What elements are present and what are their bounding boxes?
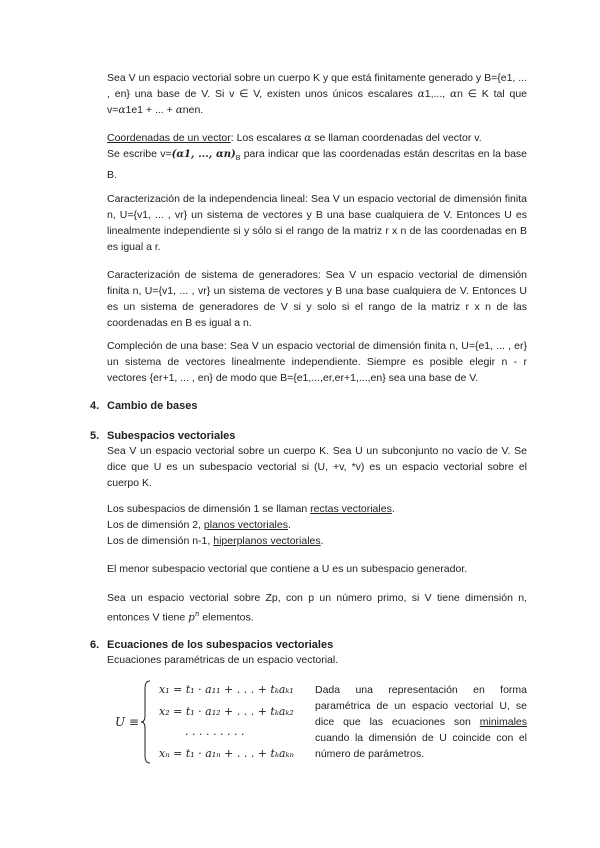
paragraph-subspace-definition — [107, 443, 527, 491]
text-block: Caracterización de la independencia lineal: Sea V un espacio vectorial de dimensión finita n, U={v1, ... , vr} un sistema de vectores y B una base cualquiera de V. Entonces U es linealmente independiente si y sólo si el rango de la matriz r x n de las coordenadas en B es igual a r. — [107, 193, 527, 253]
text-block: El menor subespacio vectorial que contiene a U es un subespacio generador. — [107, 563, 468, 575]
text-span: cuando la dimensión de U coincide con el número de parámetros. — [315, 732, 527, 760]
alpha-symbol: α — [304, 132, 312, 144]
paragraph-finite-field — [107, 590, 527, 626]
section-title: Cambio de bases — [107, 400, 198, 412]
text-span: 1,..., — [424, 88, 450, 100]
text-block: Compleción de una base: Sea V un espacio vectorial de dimensión finita n, U={e1, ... , er} un sistema de vectores linealmente independiente. Siempre es posible elegir n - r vectores {er+1, ... , en} de modo que B={e1,...,er,er+1,...,en} sea una base de V. — [107, 340, 527, 384]
heading-section-5 — [90, 428, 235, 444]
text-span: Sea V un espacio vectorial sobre un cuerpo K y que está finitamente generado y B={e1, ... , en} una base de V. Si v ∈ V, existen unos únicos escalares — [107, 72, 527, 100]
text-block: Caracterización de sistema de generadores: Sea V un espacio vectorial de dimensión finita n, U={v1, ... , vr} un sistema de vectores y B una base cualquiera de V. Entonces U es un sistema de generadores de V si y solo si el rango de la matriz r x n de las coordenadas en B es igual a n. — [107, 269, 527, 329]
text-span: nen. — [182, 104, 204, 116]
text-span: . — [320, 535, 324, 547]
alpha-symbol: α — [175, 104, 183, 116]
left-brace-icon — [141, 680, 151, 764]
text-block: Sea V un espacio vectorial sobre un cuerpo K. Sea U un subconjunto no vacío de V. Se dice que U es un subespacio vectorial si (U, +v, *v) es un espacio vectorial sobre el cuerpo K. — [107, 445, 527, 489]
parametric-equations — [115, 678, 305, 768]
text-span: Los de dimensión 2, — [107, 519, 204, 531]
text-span: Los de dimensión n-1, — [107, 535, 214, 547]
alpha-symbol: α — [417, 88, 425, 100]
coordinate-subscript: B — [235, 155, 241, 163]
text-span: Dada una representación en forma paramétrica de un espacio vectorial U, se dice que las ecuaciones son — [315, 684, 527, 728]
paragraph-generator-subspace — [107, 561, 527, 577]
section-title: Ecuaciones de los subespacios vectoriales — [107, 639, 334, 651]
term-coordenadas: Coordenadas de un vector — [107, 132, 231, 144]
term-rectas: rectas vectoriales — [310, 503, 392, 515]
paragraph-parametric-intro — [107, 652, 527, 668]
paragraph-minimal-equations — [315, 682, 527, 762]
math-exponent-n: n — [194, 610, 200, 618]
equation-row-n: xₙ = t₁ · a₁ₙ + . . . + tₖaₖₙ — [159, 747, 294, 760]
text-span: Se escribe v= — [107, 148, 172, 160]
text-span: . — [391, 503, 395, 515]
text-span: Los subespacios de dimensión 1 se llaman — [107, 503, 311, 515]
coordinate-notation: (α1, ..., αn) — [171, 149, 236, 160]
text-block: Ecuaciones paramétricas de un espacio vectorial. — [107, 654, 339, 666]
section-number: 5. — [90, 430, 100, 442]
alpha-symbol: α — [450, 88, 458, 100]
paragraph-subspace-names — [107, 501, 527, 549]
paragraph-linear-independence — [107, 191, 527, 255]
term-planos: planos vectoriales — [203, 519, 288, 531]
text-span: : Los escalares — [230, 132, 305, 144]
equation-row-dots: . . . . . . . . . — [185, 725, 245, 738]
equation-row-2: x₂ = t₁ · a₁₂ + . . . + tₖaₖ₂ — [159, 705, 294, 718]
equation-row-1: x₁ = t₁ · a₁₁ + . . . + tₖaₖ₁ — [159, 683, 294, 696]
section-number: 6. — [90, 639, 100, 651]
text-span: elementos. — [199, 611, 254, 624]
math-base-p: p — [188, 611, 195, 624]
alpha-symbol: α — [118, 104, 126, 116]
text-span: . — [287, 519, 291, 531]
text-span: 1e1 + ... + — [125, 104, 176, 116]
term-hiperplanos: hiperplanos vectoriales — [213, 535, 321, 547]
text-span: para indicar que las coordenadas están descritas en la base B. — [107, 148, 527, 182]
text-span: se llaman coordenadas del vector v. — [311, 132, 482, 144]
heading-section-6 — [90, 637, 333, 653]
text-span: n ∈ K tal que v= — [107, 88, 528, 116]
section-title: Subespacios vectoriales — [107, 430, 236, 442]
section-number: 4. — [90, 400, 100, 412]
term-minimales: minimales — [479, 716, 527, 728]
paragraph-generators — [107, 267, 527, 331]
heading-section-4 — [90, 398, 197, 414]
paragraph-coordinates-intro — [107, 70, 527, 118]
equation-lhs: U ≡ — [115, 715, 139, 729]
paragraph-coordinates-definition — [107, 130, 527, 183]
paragraph-basis-completion — [107, 338, 527, 386]
text-span: Sea un espacio vectorial sobre Zp, con p un número primo, si V tiene dimensión n, entonces V tiene — [107, 592, 527, 624]
